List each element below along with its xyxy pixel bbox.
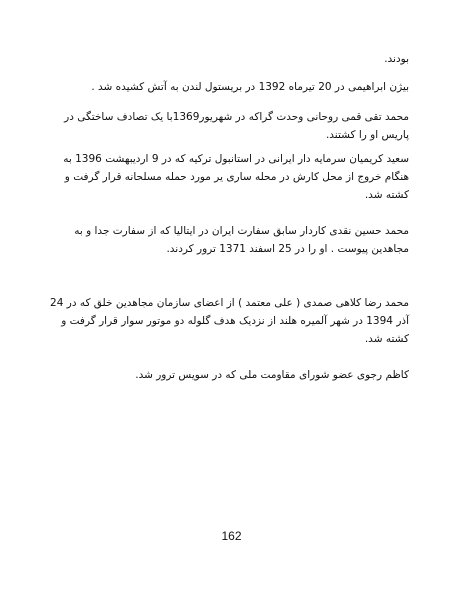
paragraph-mohammad-reza-kolahi: محمد رضا کلاهی صمدی ( علی معتمد ) از اعضای سازمان مجاهدین خلق که در 24 آذر 1394 در شهر آلمیره هلند از نزدیک هدف گلوله دو موتور سوار قرار گرفت و کشته شد. (50, 297, 409, 345)
page-number: 162 (221, 529, 242, 543)
paragraph-kazem-rajavi: کاظم رجوی عضو شورای مقاومت ملی که در سویس ترور شد. (135, 369, 409, 381)
paragraph-saeed-karimian: سعید کریمیان سرمایه دار ایرانی در استانبول ترکیه که در 9 اردیبهشت 1396 به هنگام خروج از محل کارش در محله ساری یر مورد حمله مسلحانه قرار گرفت و کشته شد. (63, 153, 409, 201)
paragraph-bijan-ebrahimi: بیژن ابراهیمی در 20 تیرماه 1392 در بریستول لندن به آتش کشیده شد . (91, 81, 409, 93)
paragraph-continuation: بودند. (384, 53, 409, 65)
paragraph-mohammad-hossein-naghdi: محمد حسین نقدی کاردار سابق سفارت ایران در ایتالیا که از سفارت جدا و به مجاهدین پیوست . او را در 25 اسفند 1371 ترور کردند. (74, 225, 409, 255)
paragraph-mohammad-taghi-ghomi: محمد تقی قمی روحانی وحدت گراکه در شهریور1369با یک تصادف ساختگی در پاریس او را کشتند. (64, 111, 409, 141)
